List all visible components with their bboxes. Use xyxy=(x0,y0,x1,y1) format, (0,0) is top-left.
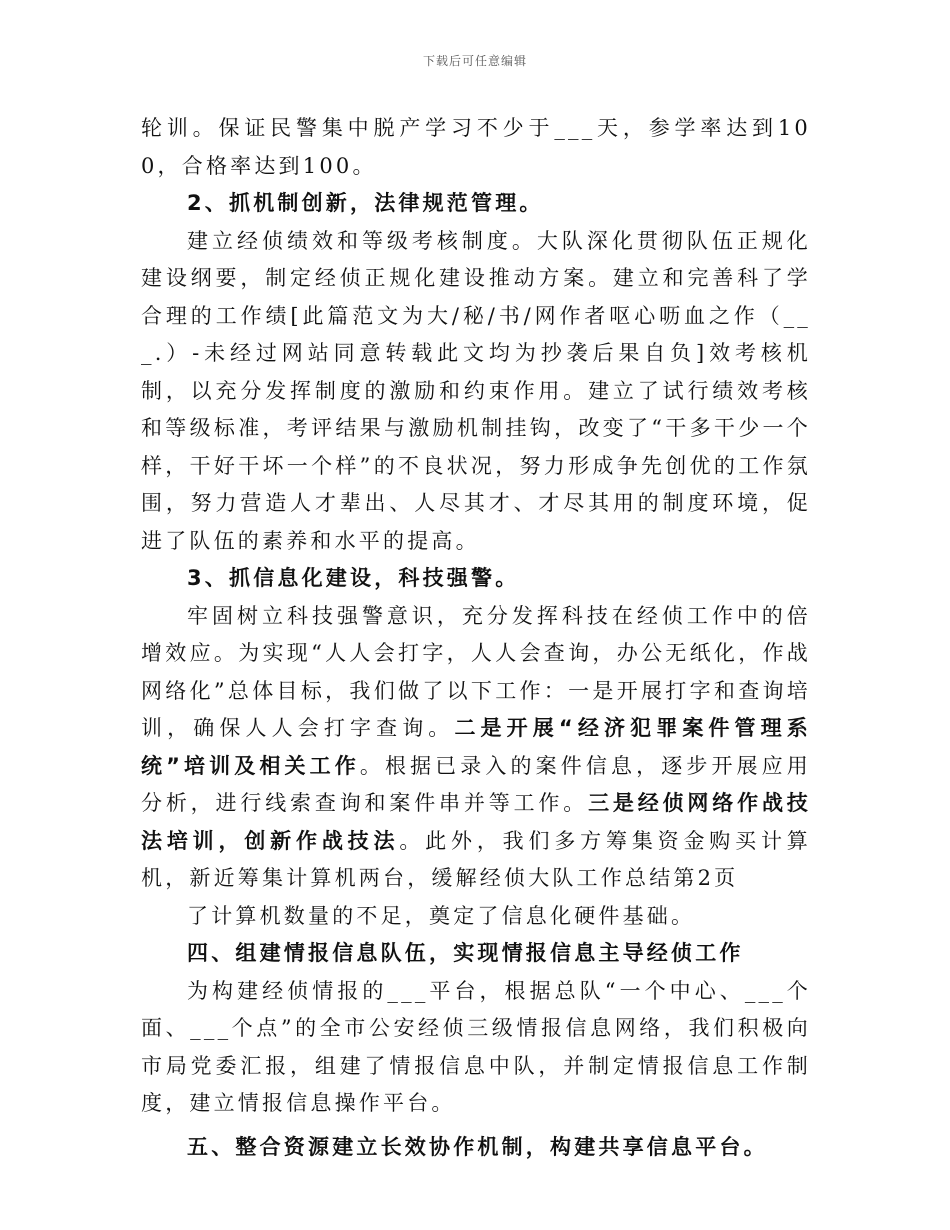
technology-text-1: 牢固树立科技强警意识，充分发挥科技在经侦工作中的倍增效应。为实现“人人会打字，人人会查询，办公无纸化，作战网络化”总体目标，我们做了以下工作：一是开展打字和查询培训，确保人人会打字查询。 xyxy=(141,603,811,740)
paragraph-intelligence: 为构建经侦情报的___平台，根据总队“一个中心、___个面、___个点”的全市公安经侦三级情报信息网络，我们积极向市局党委汇报，组建了情报信息中队，并制定情报信息工作制度，建立情报信息操作平台。 xyxy=(141,978,811,1115)
technology-bold-1: 二是开展“经济犯罪案件管理系统”培训及相关工作 xyxy=(141,716,811,778)
heading-mechanism: 2、抓机制创新，法律规范管理。 xyxy=(187,191,544,215)
heading-informatization: 3、抓信息化建设，科技强警。 xyxy=(187,566,520,590)
technology-bold-2: 三是经侦网络作战技法培训，创新作战技法 xyxy=(141,791,811,853)
heading-resources: 五、整合资源建立长效协作机制，构建共享信息平台。 xyxy=(187,1134,768,1159)
paragraph-performance: 建立经侦绩效和等级考核制度。大队深化贯彻队伍正规化建设纲要，制定经侦正规化建设推动方案。建立和完善科了学合理的工作绩[此篇范文为大/秘/书/网作者呕心呖血之作（___.）-未经过网站同意转载此文均为抄袭后果自负]效考核机制，以充分发挥制度的激励和约束作用。建立了试行绩效考核和等级标准，考评结果与激励机制挂钩，改变了“干多干少一个样，干好干坏一个样”的不良状况，努力形成争先创优的工作氛围，努力营造人才辈出、人尽其才、才尽其用的制度环境，促进了队伍的素养和水平的提高。 xyxy=(141,228,811,553)
heading-intelligence: 四、组建情报信息队伍，实现情报信息主导经侦工作 xyxy=(187,941,744,965)
header-note: 下载后可任意编辑 xyxy=(422,54,527,68)
document-body xyxy=(141,110,811,1166)
paragraph-technology xyxy=(141,598,811,898)
technology-text-2: 。根据已录入的案件信息，逐步开展应用分析，进行线索查询和案件串并等工作。 xyxy=(141,753,811,815)
paragraph-training: 轮训。保证民警集中脱产学习不少于___天，参学率达到100，合格率达到100。 xyxy=(141,116,811,178)
technology-text-3: 。此外，我们多方筹集资金购买计算机，新近筹集计算机两台，缓解经侦大队工作总结第2页 xyxy=(141,828,812,890)
paragraph-hardware: 了计算机数量的不足，奠定了信息化硬件基础。 xyxy=(187,903,696,928)
